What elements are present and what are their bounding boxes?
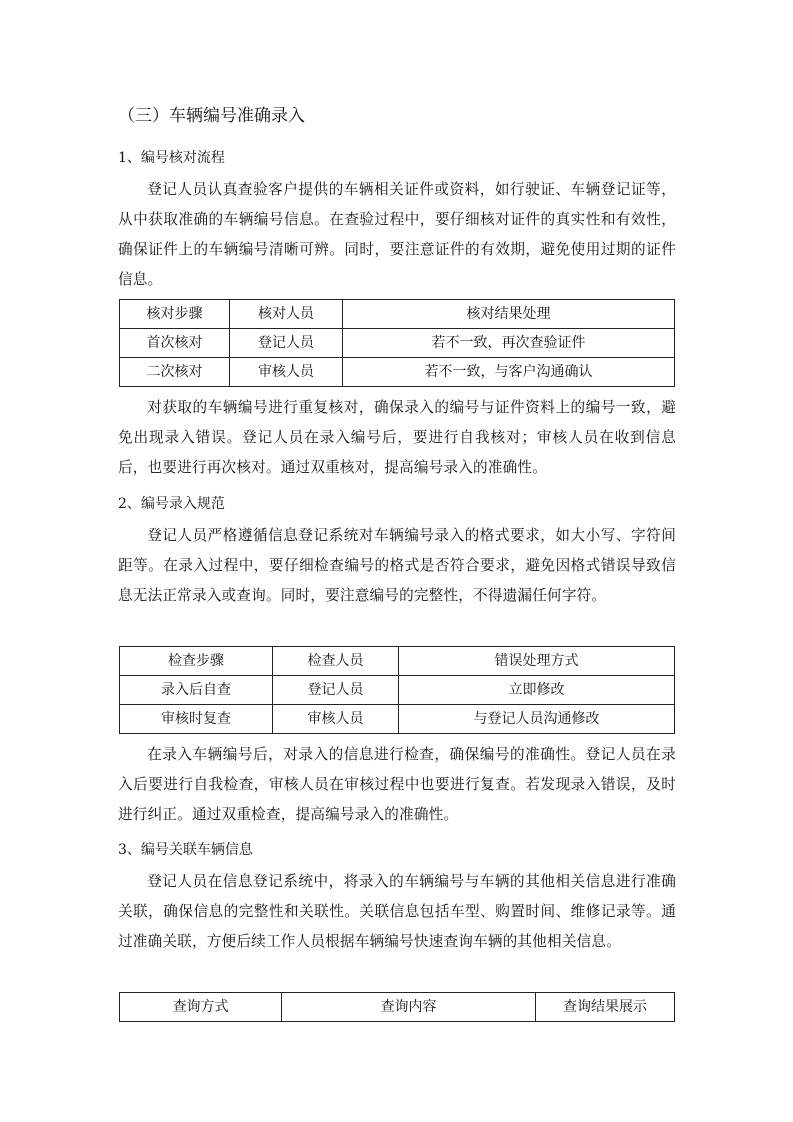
table-cell: 录入后自查 (120, 676, 273, 705)
table-header-cell: 检查步骤 (120, 647, 273, 676)
table-cell: 若不一致，再次查验证件 (343, 329, 675, 358)
paragraph-association-intro: 登记人员在信息登记系统中，将录入的车辆编号与车辆的其他相关信息进行准确关联，确保信息的完整性和关联性。关联信息包括车型、购置时间、维修记录等。通过准确关联，方便后续工作人员根据车辆编号快速查询车辆的其他相关信息。 (118, 873, 676, 950)
query-table (119, 992, 675, 1022)
table-row (120, 705, 675, 734)
table-header-row (120, 993, 675, 1022)
table-cell: 审核人员 (230, 358, 343, 387)
table-header-cell: 查询结果展示 (536, 993, 675, 1022)
table-cell: 审核时复查 (120, 705, 273, 734)
table-cell: 二次核对 (120, 358, 230, 387)
table-row (120, 676, 675, 705)
table-cell: 审核人员 (273, 705, 399, 734)
table-cell: 首次核对 (120, 329, 230, 358)
table-header-cell: 检查人员 (273, 647, 399, 676)
table-row (120, 329, 675, 358)
table-header-cell: 错误处理方式 (399, 647, 675, 676)
table-header-cell: 核对步骤 (120, 300, 230, 329)
table-header-cell: 核对人员 (230, 300, 343, 329)
verification-table (119, 299, 675, 387)
heading-number-verification: 1、编号核对流程 (118, 150, 225, 166)
section-title: （三）车辆编号准确录入 (118, 106, 305, 126)
paragraph-verification-intro: 登记人员认真查验客户提供的车辆相关证件或资料，如行驶证、车辆登记证等，从中获取准确的车辆编号信息。在查验过程中，要仔细核对证件的真实性和有效性，确保证件上的车辆编号清晰可辨。同时，要注意证件的有效期，避免使用过期的证件信息。 (118, 181, 676, 288)
table-cell: 登记人员 (230, 329, 343, 358)
table-cell: 立即修改 (399, 676, 675, 705)
heading-vehicle-association: 3、编号关联车辆信息 (118, 842, 253, 858)
paragraph-verification-summary: 对获取的车辆编号进行重复核对，确保录入的编号与证件资料上的编号一致，避免出现录入错误。登记人员在录入编号后，要进行自我核对；审核人员在收到信息后，也要进行再次核对。通过双重核对，提高编号录入的准确性。 (118, 399, 676, 476)
paragraph-entry-summary: 在录入车辆编号后，对录入的信息进行检查，确保编号的准确性。登记人员在录入后要进行自我检查，审核人员在审核过程中也要进行复查。若发现录入错误，及时进行纠正。通过双重检查，提高编号录入的准确性。 (118, 746, 676, 823)
paragraph-entry-intro: 登记人员严格遵循信息登记系统对车辆编号录入的格式要求，如大小写、字符间距等。在录入过程中，要仔细检查编号的格式是否符合要求，避免因格式错误导致信息无法正常录入或查询。同时，要注意编号的完整性，不得遗漏任何字符。 (118, 527, 676, 604)
table-row (120, 358, 675, 387)
table-cell: 若不一致，与客户沟通确认 (343, 358, 675, 387)
table-header-cell: 查询方式 (120, 993, 282, 1022)
table-header-row (120, 300, 675, 329)
table-cell: 登记人员 (273, 676, 399, 705)
table-header-cell: 查询内容 (282, 993, 536, 1022)
table-header-row (120, 647, 675, 676)
table-cell: 与登记人员沟通修改 (399, 705, 675, 734)
table-header-cell: 核对结果处理 (343, 300, 675, 329)
heading-entry-standards: 2、编号录入规范 (118, 496, 225, 512)
entry-check-table (119, 646, 675, 734)
